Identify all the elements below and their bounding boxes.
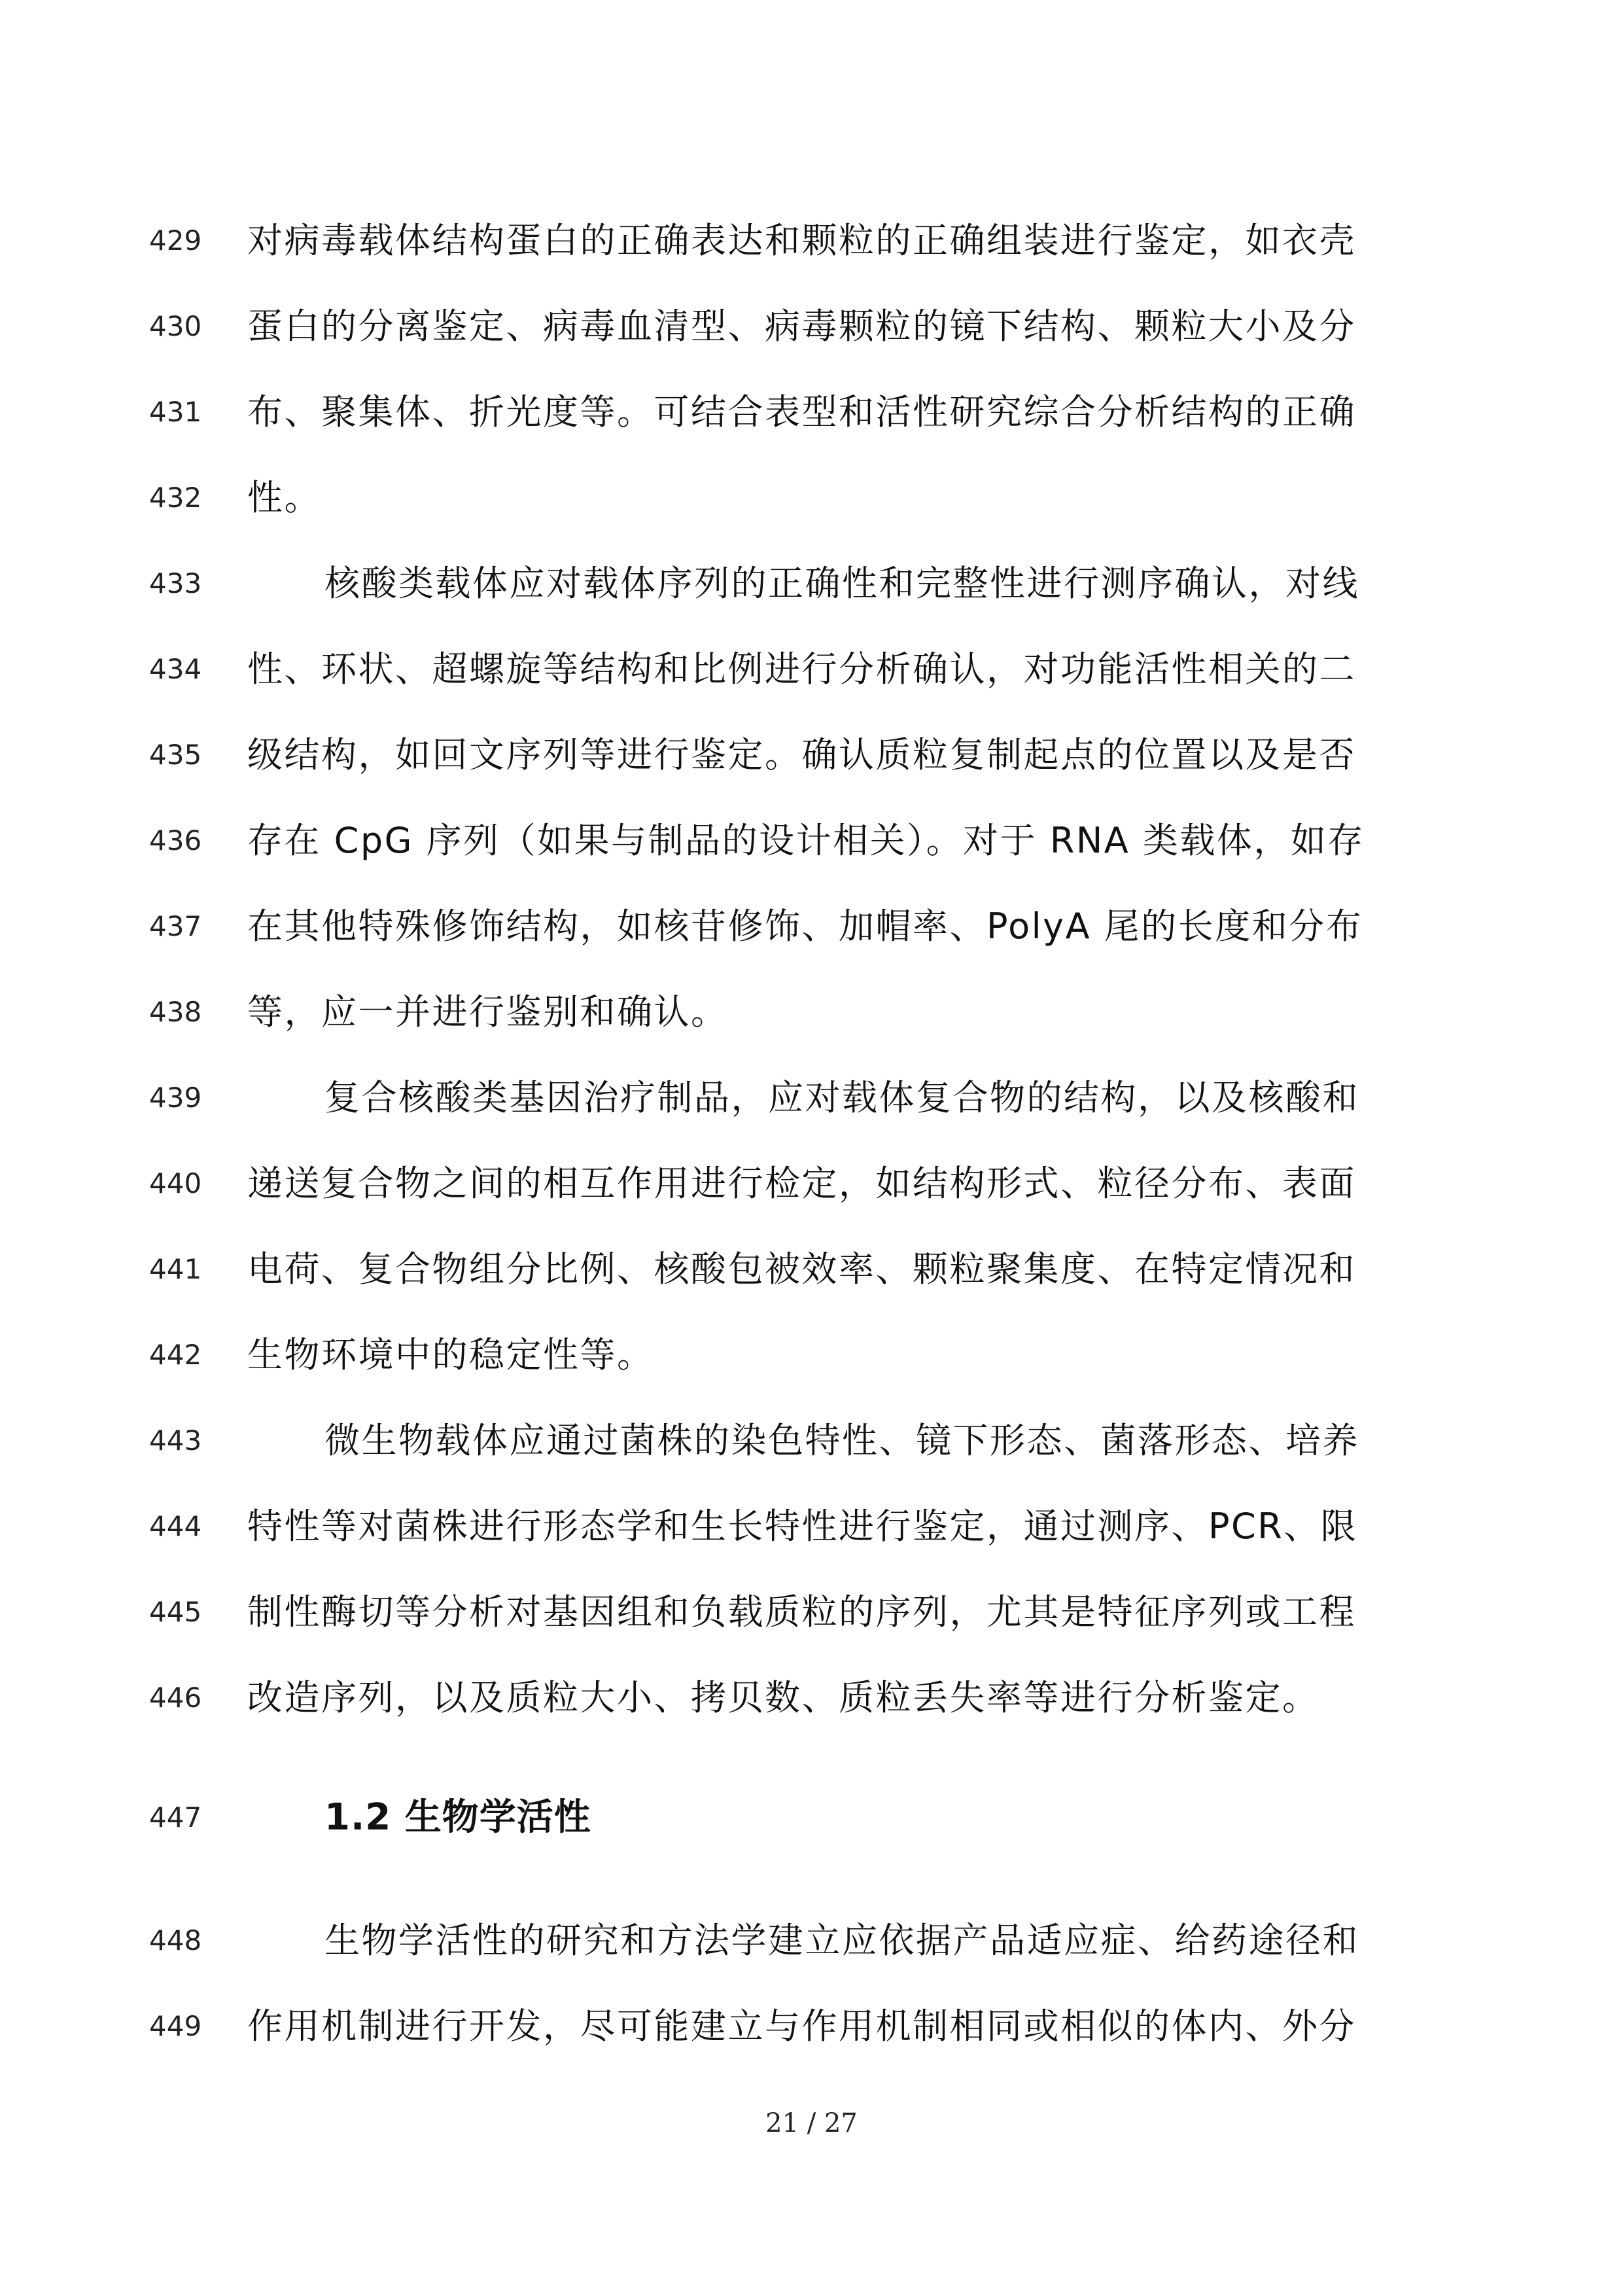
- text-line: [0, 1055, 1623, 1140]
- paragraph-start-text: 生物学活性的研究和方法学建立应依据产品适应症、给药途径和: [324, 1920, 1359, 1961]
- section-heading-line: [0, 1775, 1623, 1860]
- line-number: 442: [149, 1339, 202, 1371]
- text-line: [0, 969, 1623, 1055]
- text-line: [0, 1312, 1623, 1398]
- text-line: [0, 283, 1623, 369]
- line-text: 存在 CpG 序列（如果与制品的设计相关）。对于 RNA 类载体，如存: [247, 820, 1365, 861]
- line-text: 布、聚集体、折光度等。可结合表型和活性研究综合分析结构的正确: [247, 391, 1356, 433]
- text-line: [0, 1140, 1623, 1226]
- line-text: 生物环境中的稳定性等。: [247, 1334, 654, 1375]
- line-text: 作用机制进行开发，尽可能建立与作用机制相同或相似的体内、外分: [247, 2005, 1356, 2047]
- text-line: [0, 1569, 1623, 1655]
- line-number: 443: [149, 1424, 202, 1457]
- text-line: [0, 1398, 1623, 1483]
- text-line: [0, 1655, 1623, 1740]
- line-number: 446: [149, 1682, 202, 1714]
- text-line: [0, 455, 1623, 540]
- line-number: 432: [149, 482, 202, 514]
- line-text: 性。: [247, 477, 321, 518]
- paragraph-start-text: 微生物载体应通过菌株的染色特性、镜下形态、菌落形态、培养: [324, 1420, 1359, 1461]
- text-line: [0, 369, 1623, 455]
- line-text: 在其他特殊修饰结构，如核苷修饰、加帽率、PolyA 尾的长度和分布: [247, 906, 1363, 947]
- paragraph-start-text: 复合核酸类基因治疗制品，应对载体复合物的结构，以及核酸和: [324, 1077, 1359, 1118]
- text-line: [0, 626, 1623, 712]
- line-number: 434: [149, 653, 202, 685]
- line-number: 444: [149, 1510, 202, 1542]
- line-text: 递送复合物之间的相互作用进行检定，如结构形式、粒径分布、表面: [247, 1163, 1356, 1204]
- line-text: 级结构，如回文序列等进行鉴定。确认质粒复制起点的位置以及是否: [247, 734, 1356, 775]
- page-number: 21 / 27: [765, 2108, 858, 2138]
- line-number: 429: [149, 224, 202, 256]
- line-number: 438: [149, 996, 202, 1028]
- line-number: 449: [149, 2010, 202, 2042]
- text-line: [0, 540, 1623, 626]
- text-line: [0, 1983, 1623, 2069]
- section-heading: 1.2 生物学活性: [324, 1796, 591, 1839]
- text-line: [0, 1483, 1623, 1569]
- line-number: 448: [149, 1924, 202, 1956]
- line-number: 447: [149, 1801, 202, 1833]
- line-number: 433: [149, 567, 202, 599]
- line-text: 制性酶切等分析对基因组和负载质粒的序列，尤其是特征序列或工程: [247, 1591, 1356, 1633]
- line-number: 439: [149, 1082, 202, 1114]
- text-line: [0, 883, 1623, 969]
- paragraph-start-text: 核酸类载体应对载体序列的正确性和完整性进行测序确认，对线: [324, 563, 1359, 604]
- line-number: 441: [149, 1253, 202, 1285]
- text-line: [0, 198, 1623, 283]
- text-line: [0, 712, 1623, 798]
- line-number: 431: [149, 396, 202, 428]
- text-line: [0, 1226, 1623, 1312]
- text-line: [0, 798, 1623, 883]
- line-text: 特性等对菌株进行形态学和生长特性进行鉴定，通过测序、PCR、限: [247, 1506, 1358, 1547]
- line-text: 蛋白的分离鉴定、病毒血清型、病毒颗粒的镜下结构、颗粒大小及分: [247, 306, 1356, 347]
- line-number: 436: [149, 824, 202, 857]
- line-number: 445: [149, 1596, 202, 1628]
- line-text: 对病毒载体结构蛋白的正确表达和颗粒的正确组装进行鉴定，如衣壳: [247, 220, 1356, 261]
- line-text: 等，应一并进行鉴别和确认。: [247, 991, 728, 1033]
- line-text: 性、环状、超螺旋等结构和比例进行分析确认，对功能活性相关的二: [247, 648, 1356, 690]
- line-text: 改造序列，以及质粒大小、拷贝数、质粒丢失率等进行分析鉴定。: [247, 1677, 1319, 1718]
- line-number: 437: [149, 910, 202, 942]
- line-number: 435: [149, 739, 202, 771]
- line-text: 电荷、复合物组分比例、核酸包被效率、颗粒聚集度、在特定情况和: [247, 1248, 1356, 1290]
- line-number: 440: [149, 1167, 202, 1199]
- line-number: 430: [149, 310, 202, 342]
- text-line: [0, 1898, 1623, 1983]
